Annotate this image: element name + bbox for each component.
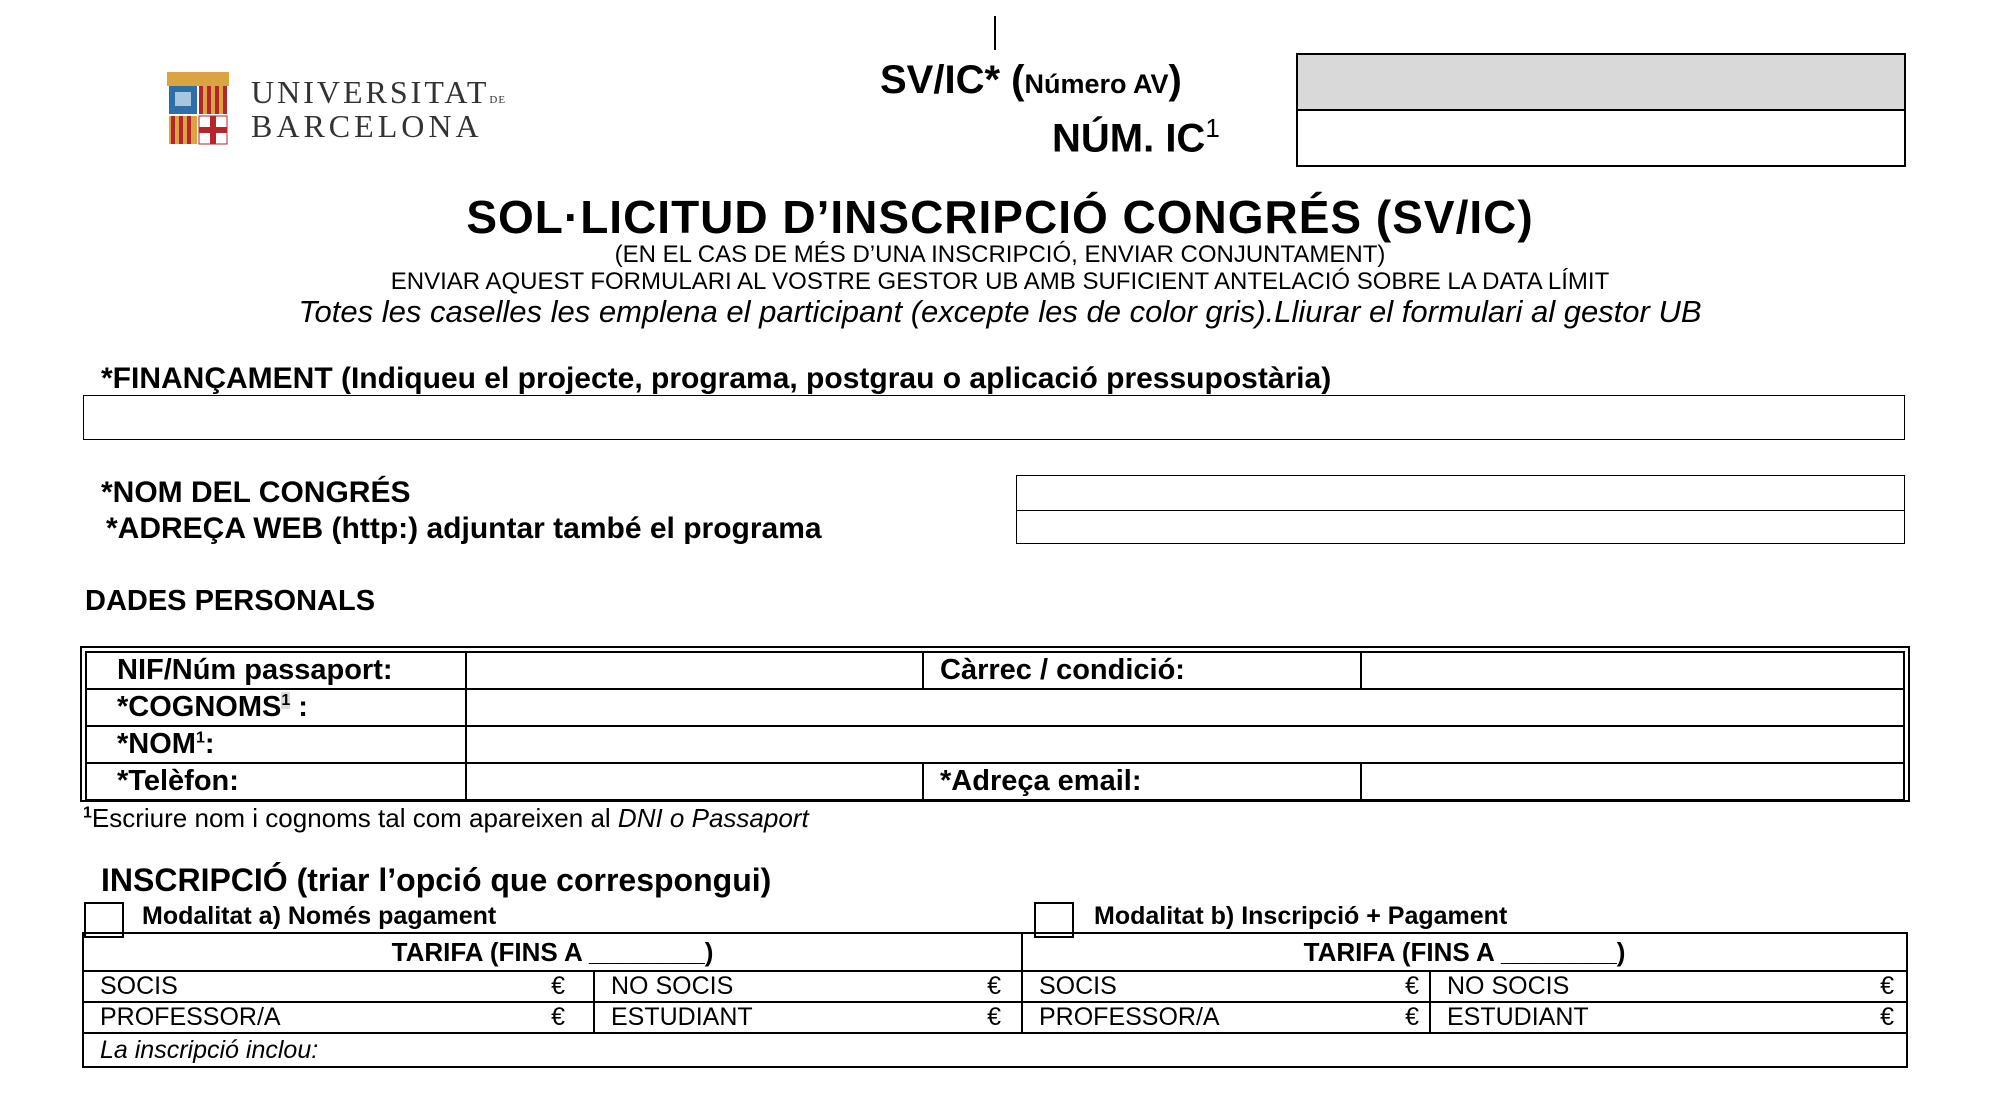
svic-label: SV/IC* (Número AV) <box>880 58 1182 102</box>
telefon-field[interactable] <box>466 763 923 800</box>
numic-label: NÚM. $IC^1$ <box>1052 113 1220 161</box>
socis-euro-field[interactable]: € <box>1399 971 1430 1002</box>
professor-label: PROFESSOR/A <box>1022 1002 1399 1033</box>
tarifa-table <box>82 932 1908 1068</box>
nif-label: NIF/Núm passaport: <box>86 652 466 689</box>
dades-table-frame <box>80 646 1910 802</box>
congres-web-label: *ADREÇA WEB (http:) adjuntar també el programa <box>106 512 822 545</box>
email-label: *Adreça email: <box>923 763 1361 800</box>
congres-web-field[interactable] <box>1016 510 1905 544</box>
dades-heading: DADES PERSONALS <box>85 585 376 617</box>
no-socis-label: NO SOCIS <box>1430 971 1787 1002</box>
nif-field[interactable] <box>466 652 923 689</box>
table-row <box>86 763 1904 800</box>
tarifa-b-header: TARIFA (FINS A ________) <box>1022 933 1907 971</box>
title-subline-3: Totes les caselles les emplena el participant (excepte les de color gris).Lliurar el formulari al gestor UB <box>298 294 1702 329</box>
modalitat-a-label: Modalitat a) Només pagament <box>142 902 497 930</box>
congres-nom-label: *NOM DEL CONGRÉS <box>101 476 411 509</box>
page-marker <box>994 16 996 50</box>
financament-field[interactable] <box>83 395 1905 440</box>
financament-label: *FINANÇAMENT (Indiqueu el projecte, programa, postgrau o aplicació pressupostària) <box>101 362 1332 395</box>
university-shield-icon <box>165 70 231 150</box>
title-subline-2: ENVIAR AQUEST FORMULARI AL VOSTRE GESTOR UB AMB SUFICIENT ANTELACIÓ SOBRE LA DATA LÍMIT <box>390 268 1610 295</box>
logo-line-2: BARCELONA <box>251 108 483 144</box>
carrec-label: Càrrec / condició: <box>923 652 1361 689</box>
telefon-label: *Telèfon: <box>86 763 466 800</box>
professor-euro-field[interactable]: € <box>495 1002 594 1033</box>
numic-field[interactable] <box>1296 109 1906 167</box>
estudiant-label: ESTUDIANT <box>1430 1002 1787 1033</box>
logo-line-1: UNIVERSITATDE <box>251 74 507 110</box>
table-row <box>83 933 1907 971</box>
inscripcio-inclou[interactable]: La inscripció inclou: <box>83 1033 1907 1067</box>
cognoms-field[interactable] <box>466 689 1904 726</box>
table-row <box>83 1033 1907 1067</box>
table-row <box>83 1002 1907 1033</box>
professor-label: PROFESSOR/A <box>83 1002 495 1033</box>
socis-label: SOCIS <box>83 971 495 1002</box>
no-socis-euro-field[interactable]: € <box>1787 971 1907 1002</box>
dades-footnote: $^1$Escriure nom i cognoms tal com apareixen al DNI o Passaport <box>83 803 809 833</box>
university-logo <box>165 70 565 150</box>
svic-number-field[interactable] <box>1296 53 1906 111</box>
carrec-field[interactable] <box>1361 652 1904 689</box>
no-socis-euro-field[interactable]: € <box>981 971 1022 1002</box>
inscripcio-heading: INSCRIPCIÓ (triar l’opció que correspongui) <box>101 862 772 898</box>
table-row <box>86 652 1904 689</box>
congres-nom-field[interactable] <box>1016 475 1905 511</box>
nom-field[interactable] <box>466 726 1904 763</box>
cognoms-label: *COGNOMS$^1$ : <box>86 689 466 726</box>
no-socis-label: NO SOCIS <box>594 971 981 1002</box>
nom-label: *NOM$^1$: <box>86 726 466 763</box>
modalitat-b-label: Modalitat b) Inscripció + Pagament <box>1094 902 1508 930</box>
estudiant-label: ESTUDIANT <box>594 1002 981 1033</box>
professor-euro-field[interactable]: € <box>1399 1002 1430 1033</box>
dades-table <box>85 651 1905 801</box>
table-row <box>83 971 1907 1002</box>
socis-label: SOCIS <box>1022 971 1399 1002</box>
email-field[interactable] <box>1361 763 1904 800</box>
estudiant-euro-field[interactable]: € <box>981 1002 1022 1033</box>
form-title: SOL·LICITUD D’INSCRIPCIÓ CONGRÉS (SV/IC) <box>466 191 1534 243</box>
socis-euro-field[interactable]: € <box>495 971 594 1002</box>
tarifa-a-header: TARIFA (FINS A ________) <box>83 933 1022 971</box>
table-row <box>86 689 1904 726</box>
table-row <box>86 726 1904 763</box>
title-subline-1: (EN EL CAS DE MÉS D’UNA INSCRIPCIÓ, ENVIAR CONJUNTAMENT) <box>614 241 1386 268</box>
estudiant-euro-field[interactable]: € <box>1787 1002 1907 1033</box>
